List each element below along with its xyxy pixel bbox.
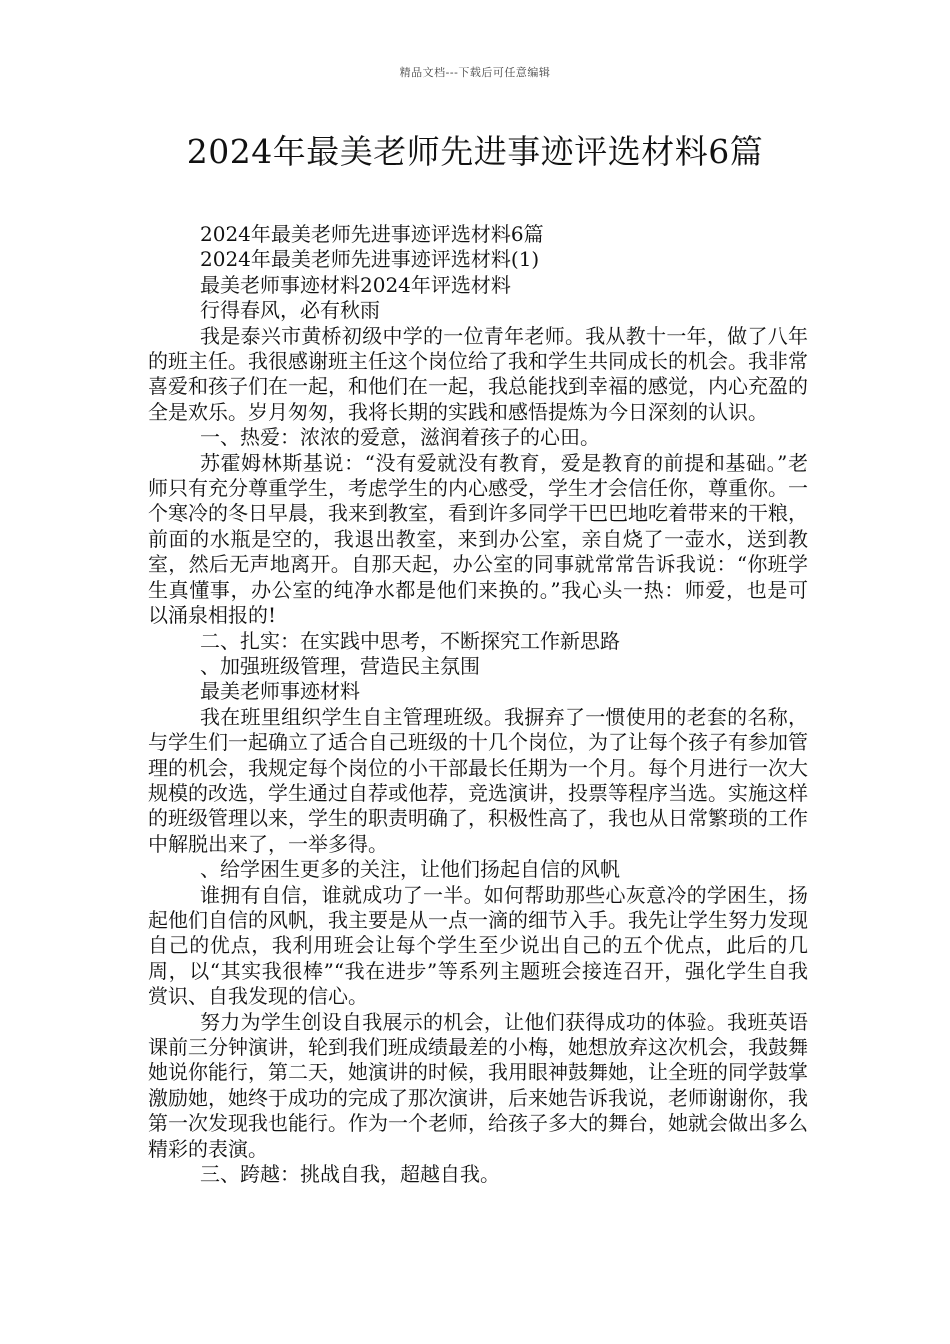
paragraph-subheading-confidence: 、给学困生更多的关注，让他们扬起自信的风帆 [200,857,620,882]
page-header-note: 精品文档---下载后可任意编辑 [399,66,551,79]
document-title: 2024年最美老师先进事迹评选材料6篇 [186,132,764,171]
paragraph-motto: 行得春风，必有秋雨 [200,298,380,323]
paragraph-subheading-materials: 最美老师事迹材料 [200,679,360,704]
paragraph-subheading-management: 、加强班级管理，营造民主氛围 [200,653,480,678]
paragraph-confidence: 谁拥有自信，谁就成功了一半。如何帮助那些心灰意冷的学困生，扬起他们自信的风帆，我主要是从一点一滴的细节入手。我先让学生努力发现自己的优点，我利用班会让每个学生至少说出自己的五个优点，此后的几周，以“其实我很棒”“我在进步”等系列主题班会接连召开，强化学生自我赏识、自我发现的信心。 [148,882,808,1009]
paragraph-heading-practice: 二、扎实：在实践中思考，不断探究工作新思路 [200,628,620,653]
paragraph-subtitle: 最美老师事迹材料2024年评选材料 [200,272,511,297]
paragraph-class-management: 我在班里组织学生自主管理班级。我摒弃了一惯使用的老套的名称，与学生们一起确立了适合自己班级的十几个岗位，为了让每个孩子有参加管理的机会，我规定每个岗位的小干部最长任期为一个月。每个月进行一次大规模的改选，学生通过自荐或他荐，竞选演讲，投票等程序当选。实施这样的班级管理以来，学生的职责明确了，积极性高了，我也从日常繁琐的工作中解脱出来了，一举多得。 [148,704,808,856]
document-body [148,222,808,1187]
paragraph-heading-challenge: 三、跨越：挑战自我，超越自我。 [200,1162,500,1187]
paragraph-repeat-title: 2024年最美老师先进事迹评选材料6篇 [200,222,544,246]
paragraph-self-display: 努力为学生创设自我展示的机会，让他们获得成功的体验。我班英语课前三分钟演讲，轮到我们班成绩最差的小梅，她想放弃这次机会，我鼓舞她说你能行，第二天，她演讲的时候，我用眼神鼓舞她，让全班的同学鼓掌激励她，她终于成功的完成了那次演讲，后来她告诉我说，老师谢谢你，我第一次发现我也能行。作为一个老师，给孩子多大的舞台，她就会做出多么精彩的表演。 [148,1009,808,1161]
paragraph-introduction: 我是泰兴市黄桥初级中学的一位青年老师。我从教十一年，做了八年的班主任。我很感谢班主任这个岗位给了我和学生共同成长的机会。我非常喜爱和孩子们在一起，和他们在一起，我总能找到幸福的感觉，内心充盈的全是欢乐。岁月匆匆，我将长期的实践和感悟提炼为今日深刻的认识。 [148,323,808,424]
paragraph-love-story: 苏霍姆林斯基说：“没有爱就没有教育，爱是教育的前提和基础。”老师只有充分尊重学生，考虑学生的内心感受，学生才会信任你，尊重你。一个寒冷的冬日早晨，我来到教室，看到许多同学干巴巴地吃着带来的干粮，前面的水瓶是空的，我退出教室，来到办公室，亲自烧了一壶水，送到教室，然后无声地离开。自那天起，办公室的同事就常常告诉我说：“你班学生真懂事，办公室的纯净水都是他们来换的。”我心头一热：师爱，也是可以涌泉相报的! [148,450,808,628]
paragraph-section-1-title: 2024年最美老师先进事迹评选材料(1) [200,247,540,272]
paragraph-heading-love: 一、热爱：浓浓的爱意，滋润着孩子的心田。 [200,425,600,450]
